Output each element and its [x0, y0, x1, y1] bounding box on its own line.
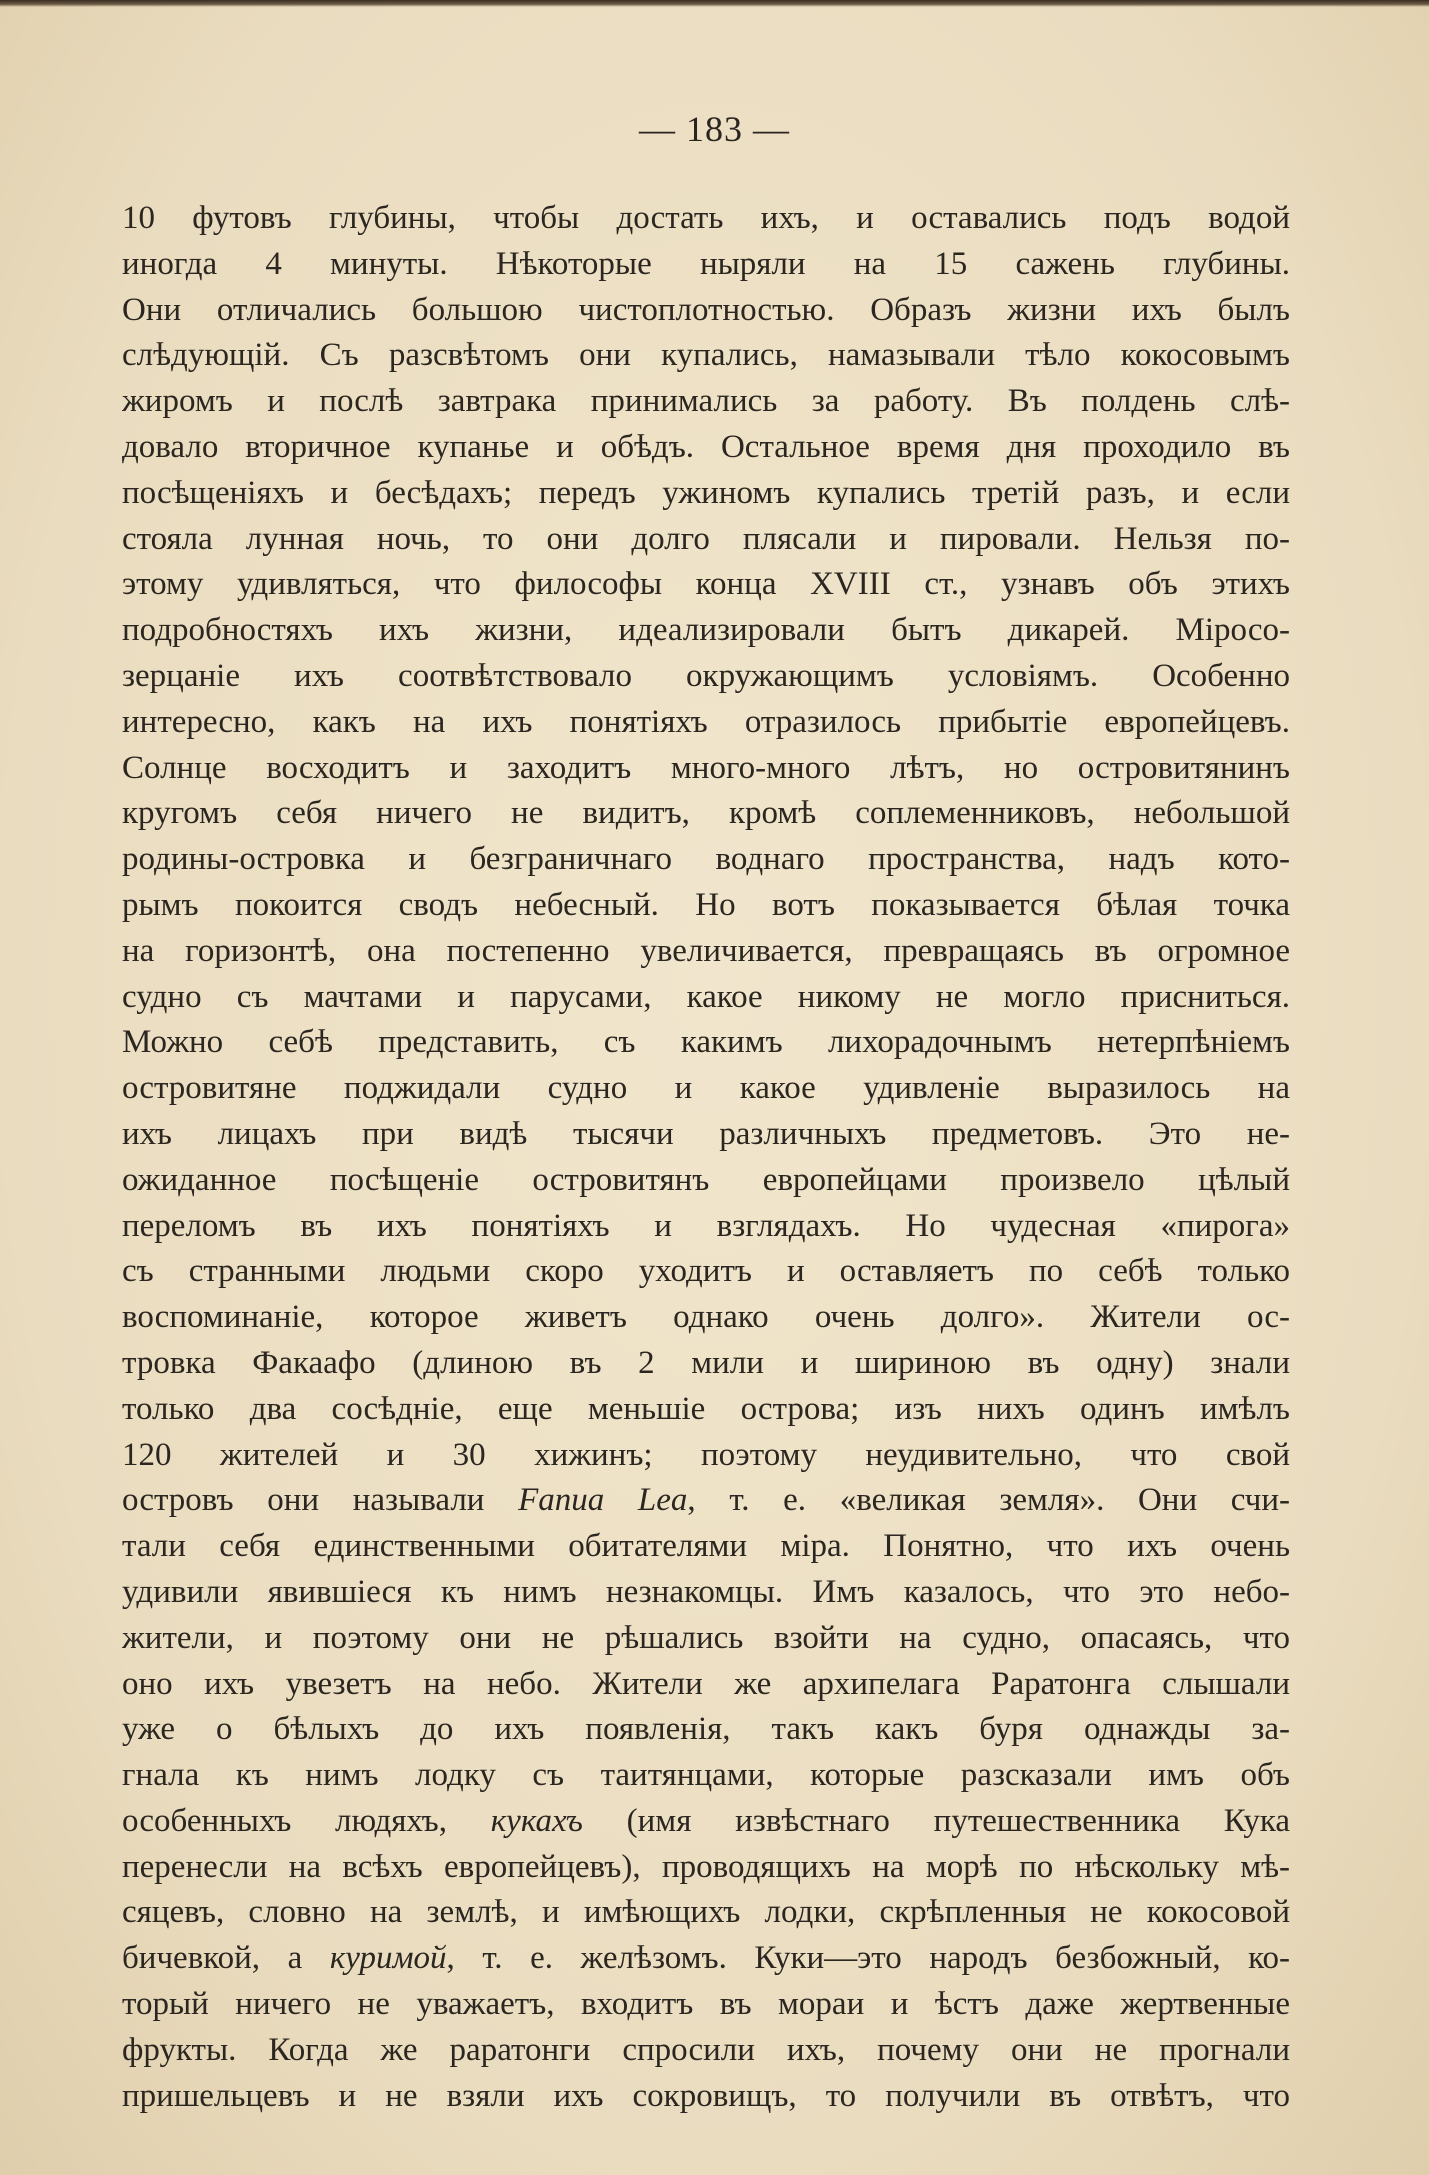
text-line: на горизонтѣ, она постепенно увеличивается, превращаясь въ огромное: [122, 932, 1290, 969]
text-line: жиромъ и послѣ завтрака принимались за работу. Въ полдень слѣ-: [122, 383, 1290, 420]
text-line: островитяне поджидали судно и какое удивленіе выразилось на: [122, 1070, 1290, 1107]
text-line: довало вторичное купанье и обѣдъ. Остальное время дня проходило въ: [122, 428, 1290, 465]
text-line: пришельцевъ и не взяли ихъ сокровищъ, то получили въ отвѣтъ, что: [122, 2077, 1290, 2114]
text-line: этому удивляться, что философы конца XVIII ст., узнавъ объ этихъ: [122, 566, 1290, 603]
text-line: съ странными людьми скоро уходитъ и оставляетъ по себѣ только: [122, 1253, 1290, 1290]
text-line: 120 жителей и 30 хижинъ; поэтому неудивительно, что свой: [122, 1436, 1290, 1473]
text-line: торый ничего не уважаетъ, входитъ въ мораи и ѣстъ даже жертвенные: [122, 1986, 1290, 2023]
text-line: иногда 4 минуты. Нѣкоторые ныряли на 15 сажень глубины.: [122, 245, 1290, 282]
text-line: воспоминаніе, которое живетъ однако очень долго». Жители ос-: [122, 1299, 1290, 1336]
text-line: удивили явившіеся къ нимъ незнакомцы. Имъ казалось, что это небо-: [122, 1573, 1290, 1610]
text-line: тровка Факаафо (длиною въ 2 мили и шириною въ одну) знали: [122, 1344, 1290, 1381]
text-line: рымъ покоится сводъ небесный. Но вотъ показывается бѣлая точка: [122, 886, 1290, 923]
italic-term: куримой: [329, 1940, 447, 1977]
text-line: слѣдующій. Съ разсвѣтомъ они купались, намазывали тѣло кокосовымъ: [122, 337, 1290, 374]
text-line: гнала къ нимъ лодку съ таитянцами, которые разсказали имъ объ: [122, 1757, 1290, 1794]
text-line: переломъ въ ихъ понятіяхъ и взглядахъ. Но чудесная «пирога»: [122, 1207, 1290, 1244]
text-line: 10 футовъ глубины, чтобы достать ихъ, и оставались подъ водой: [122, 200, 1290, 236]
text-line: зерцаніе ихъ соотвѣтствовало окружающимъ условіямъ. Особенно: [122, 657, 1290, 694]
text-line: уже о бѣлыхъ до ихъ появленія, такъ какъ буря однажды за-: [122, 1711, 1290, 1748]
text-line: судно съ мачтами и парусами, какое никому не могло присниться.: [122, 978, 1290, 1015]
text-line: только два сосѣдніе, еще меньшіе острова; изъ нихъ одинъ имѣлъ: [122, 1390, 1290, 1427]
page-number: — 183 —: [639, 109, 790, 149]
text-line: кругомъ себя ничего не видитъ, кромѣ соплеменниковъ, небольшой: [122, 795, 1290, 832]
text-line: тали себя единственными обитателями міра. Понятно, что ихъ очень: [122, 1528, 1290, 1565]
text-line: Солнце восходитъ и заходитъ много-много лѣтъ, но островитянинъ: [122, 749, 1290, 786]
text-line: особенныхъ людяхъ, кукахъ (имя извѣстнаго путешественника Кука: [122, 1802, 1290, 1839]
italic-term: Fanua Lea: [518, 1482, 688, 1519]
text-line: ожиданное посѣщеніе островитянъ европейцами произвело цѣлый: [122, 1161, 1290, 1198]
text-line: жители, и поэтому они не рѣшались взойти на судно, опасаясь, что: [122, 1619, 1290, 1656]
italic-term: кукахъ: [490, 1802, 583, 1839]
text-line: ихъ лицахъ при видѣ тысячи различныхъ предметовъ. Это не-: [122, 1115, 1290, 1152]
text-line: островъ они называли Fanua Lea, т. е. «великая земля». Они счи-: [122, 1482, 1290, 1519]
text-line: сяцевъ, словно на землѣ, и имѣющихъ лодки, скрѣпленныя не кокосовой: [122, 1894, 1290, 1931]
text-line: фрукты. Когда же раратонги спросили ихъ, почему они не прогнали: [122, 2031, 1290, 2068]
page-top-edge: [0, 0, 1429, 7]
text-line: родины-островка и безграничнаго воднаго пространства, надъ кото-: [122, 841, 1290, 878]
text-line: интересно, какъ на ихъ понятіяхъ отразилось прибытіе европейцевъ.: [122, 703, 1290, 740]
body-text: [122, 196, 1290, 2119]
text-line: бичевкой, а куримой, т. е. желѣзомъ. Куки—это народъ безбожный, ко-: [122, 1940, 1290, 1977]
text-line: Можно себѣ представить, съ какимъ лихорадочнымъ нетерпѣніемъ: [122, 1024, 1290, 1061]
text-line: оно ихъ увезетъ на небо. Жители же архипелага Раратонга слышали: [122, 1665, 1290, 1702]
text-line: перенесли на всѣхъ европейцевъ), проводящихъ на морѣ по нѣскольку мѣ-: [122, 1848, 1290, 1885]
text-line: стояла лунная ночь, то они долго плясали и пировали. Нельзя по-: [122, 520, 1290, 557]
text-line: подробностяхъ ихъ жизни, идеализировали бытъ дикарей. Міросо-: [122, 612, 1290, 649]
text-line: посѣщеніяхъ и бесѣдахъ; передъ ужиномъ купались третій разъ, и если: [122, 474, 1290, 511]
text-line: Они отличались большою чистоплотностью. Образъ жизни ихъ былъ: [122, 291, 1290, 328]
